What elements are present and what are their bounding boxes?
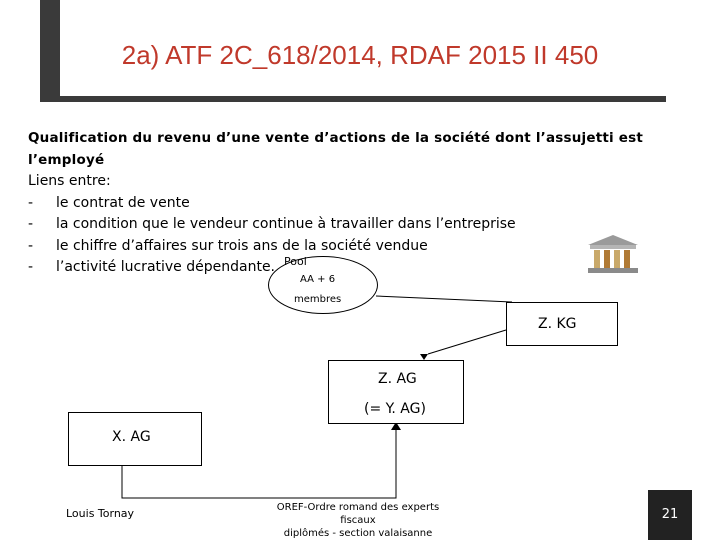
bullet-text: l’activité lucrative dépendante. — [56, 259, 276, 275]
zag-note: (= Y. AG) — [364, 401, 426, 417]
pool-label: Pool — [284, 255, 307, 268]
bullet-text: le contrat de vente — [56, 194, 190, 211]
zkg-to-zag-line — [428, 330, 506, 354]
zag-label: Z. AG — [378, 371, 417, 387]
bullet-marker: - — [28, 194, 34, 211]
zkg-label: Z. KG — [538, 316, 577, 332]
footer-org-line-1: OREF-Ordre romand des experts fiscaux — [276, 502, 440, 526]
bullet-marker: - — [28, 237, 34, 254]
footer-author: Louis Tornay — [66, 507, 135, 520]
xag-label: X. AG — [112, 429, 151, 445]
page-number: 21 — [648, 490, 692, 540]
pool-to-zkg-line — [376, 296, 512, 302]
footer-org-line-2: diplômés - section valaisanne — [283, 528, 433, 539]
bullet-marker: - — [28, 216, 34, 232]
pool-members-label: membres — [294, 294, 342, 305]
bank-building-icon — [582, 233, 644, 275]
heading-line-2: l’employé — [28, 151, 105, 168]
bullet-marker: - — [28, 259, 34, 275]
links-intro: Liens entre: — [28, 173, 111, 189]
pool-members-count: AA + 6 — [300, 274, 336, 285]
bullet-text: la condition que le vendeur continue à travailler dans l’entreprise — [56, 216, 516, 232]
slide-title: 2a) ATF 2C_618/2014, RDAF 2015 II 450 — [121, 40, 599, 70]
footer-organization — [258, 501, 458, 540]
bullet-text: le chiffre d’affaires sur trois ans de la société vendue — [56, 237, 428, 254]
heading-line-1: Qualification du revenu d’une vente d’actions de la société dont l’assujetti est — [28, 130, 644, 146]
